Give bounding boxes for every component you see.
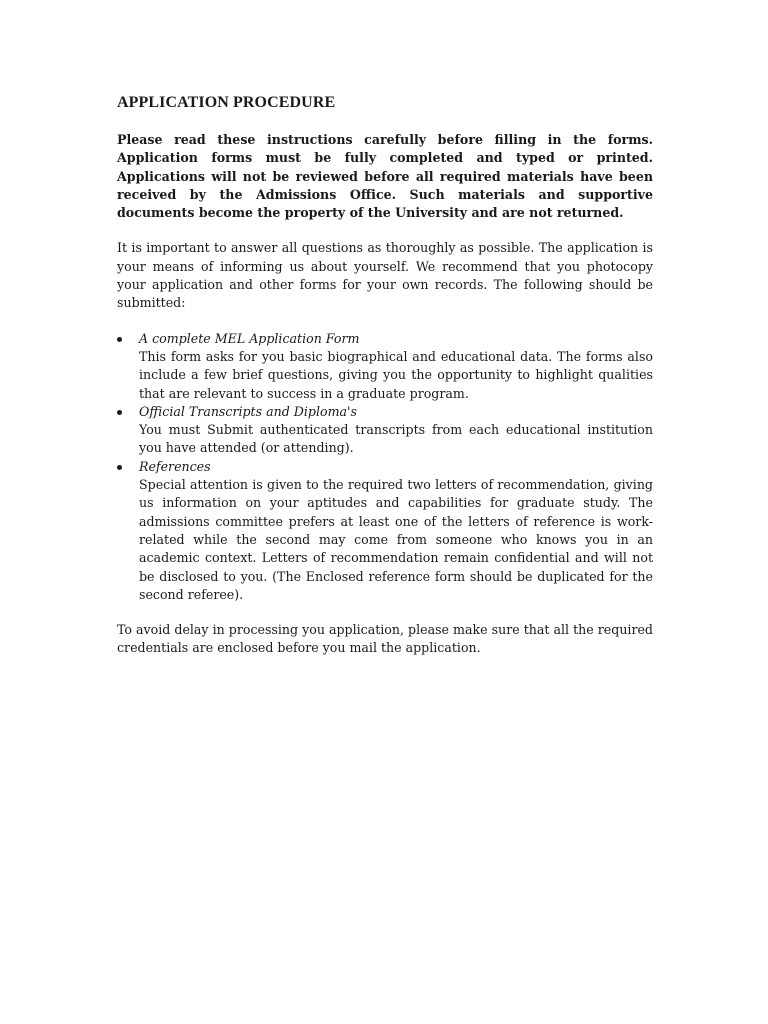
list-item-body: This form asks for you basic biographical and educational data. The forms also include a few brief questions, giving you the opportunity to highlight qualities that are relevant to success in a graduate program. [139,348,653,401]
requirements-list [117,330,653,604]
list-item [117,403,653,458]
bullet-icon [117,410,122,415]
list-item-title: A complete MEL Application Form [139,330,360,346]
list-item [117,330,653,403]
list-item-body: You must Submit authenticated transcripts from each educational institution you have attended (or attending). [139,422,653,456]
list-item-title: Official Transcripts and Diploma's [139,403,357,419]
document-page [117,93,653,658]
closing-paragraph: To avoid delay in processing you application, please make sure that all the required credentials are enclosed before you mail the application. [117,622,653,656]
intro-paragraph: Please read these instructions carefully before filling in the forms. Application forms must be fully completed and typed or printed. Applications will not be reviewed before all required materials have been received by the Admissions Office. Such materials and supportive documents become the property of the University and are not returned. [117,132,653,221]
list-item-title: References [139,458,211,474]
document-title: APPLICATION PROCEDURE [117,94,336,111]
submission-paragraph: It is important to answer all questions as thoroughly as possible. The application is your means of informing us about yourself. We recommend that you photocopy your application and other forms for your own records. The following should be submitted: [117,240,653,311]
bullet-icon [117,337,122,342]
list-item-body: Special attention is given to the required two letters of recommendation, giving us information on your aptitudes and capabilities for graduate study. The admissions committee prefers at least one of the letters of reference is work-related while the second may come from someone who knows you in an academic context. Letters of recommendation remain confidential and will not be disclosed to you. (The Enclosed reference form should be duplicated for the second referee). [139,477,653,602]
bullet-icon [117,465,122,470]
list-item [117,458,653,604]
